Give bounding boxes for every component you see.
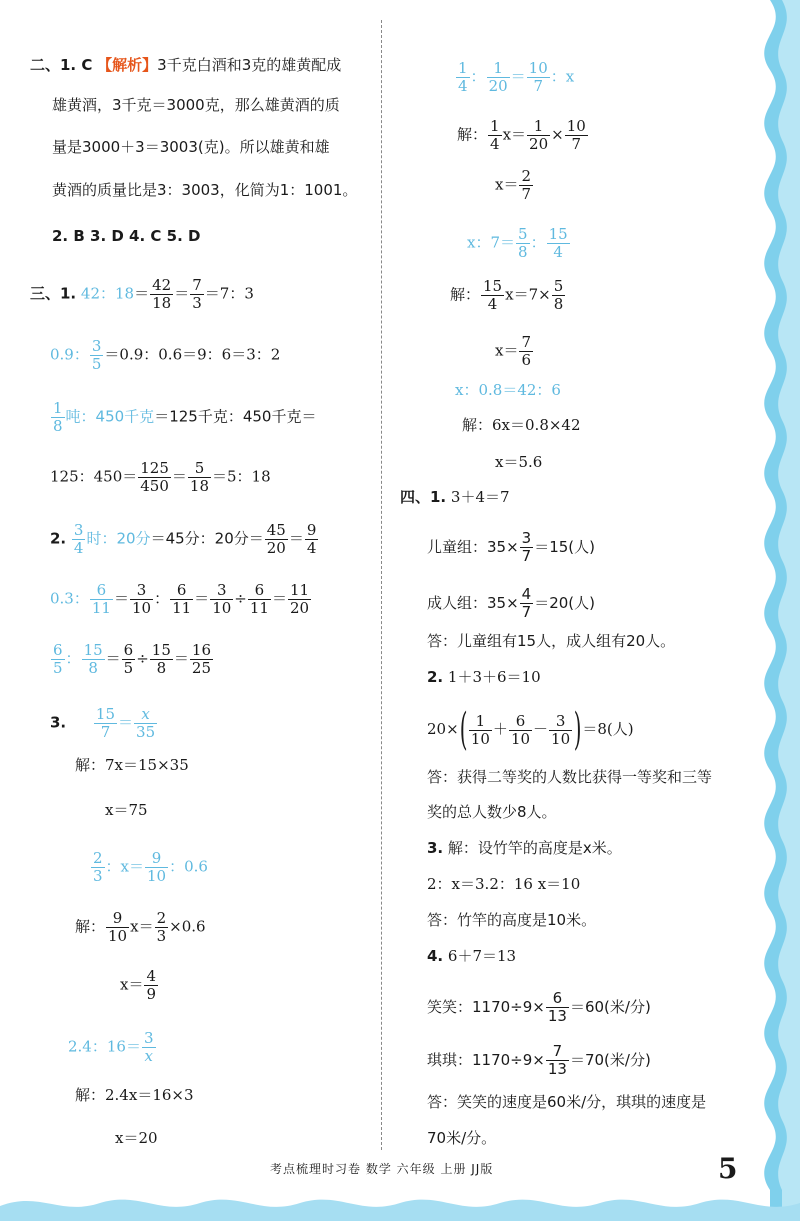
- s4-q3: [427, 838, 622, 858]
- s4-q4: [427, 946, 516, 966]
- s3-q2-b3: $\frac{6}{5}$ ： $\frac{15}{8}$ ＝ $\frac{6}{5}$ ÷ $\frac{15}{8}$ ＝ $\frac{16}{25}$: [53, 641, 211, 677]
- wavy-border-bottom: [0, 1181, 800, 1221]
- s4-q4-xiaoxiao: 笑笑：1170÷9× $\frac{6}{13}$ ＝60(米/分): [427, 989, 651, 1025]
- footer-text: 考点梳理时习卷 数学 六年级 上册 JJ版: [270, 1162, 494, 1176]
- fraction: $\frac{1}{20}$: [529, 117, 549, 153]
- fraction: $\frac{7}{13}$: [547, 1042, 567, 1078]
- fraction: $\frac{6}{5}$: [53, 641, 63, 677]
- s3-q3-c1-solution: 解：7x＝15×35: [75, 756, 189, 774]
- fraction: $\frac{x}{35}$: [136, 705, 156, 741]
- fraction: $\frac{7}{3}$: [192, 276, 202, 312]
- s3-q2-b2: 0.3： $\frac{6}{11}$ ＝ $\frac{3}{10}$ ： $\frac{6}{11}$ ＝ $\frac{3}{10}$ ÷ $\frac{6}{11}$ ＝ $\frac{11}{20}$: [50, 581, 310, 617]
- fraction: $\frac{3}{10}$: [131, 581, 152, 617]
- r3-question: x：0.8＝42：6: [455, 381, 561, 399]
- fraction: $\frac{15}{4}$: [548, 225, 568, 261]
- fraction: $\frac{6}{11}$: [91, 581, 111, 617]
- r2-answer: x＝ $\frac{7}{6}$: [495, 333, 532, 369]
- ratio-result: ＝5：18: [212, 467, 271, 486]
- fraction: $\frac{7}{6}$: [521, 333, 532, 369]
- s3-q2-b1: 2. $\frac{3}{4}$ 时：20分＝45分：20分＝ $\frac{45}{20}$ ＝ $\frac{9}{4}$: [50, 521, 317, 557]
- ratio-text: 125：450＝: [50, 467, 138, 486]
- fraction: $\frac{1}{10}$: [470, 711, 490, 748]
- r1-solution: 解： $\frac{1}{4}$ x＝ $\frac{1}{20}$ × $\frac{10}{7}$: [457, 117, 586, 153]
- s2-q1-line3: 量是3000＋3＝3003(克)。所以雄黄和雄: [52, 138, 330, 156]
- s4-q2-calc: 20×( $\frac{1}{10}$ ＋ $\frac{6}{10}$ － $\frac{3}{10}$ )＝8(人): [427, 704, 634, 755]
- column-divider: [381, 20, 382, 1150]
- s3-q1-a3: [50, 400, 316, 435]
- fraction: $\frac{11}{20}$: [289, 581, 310, 617]
- ratio-question: 42：18: [80, 284, 135, 303]
- fraction: $\frac{3}{7}$: [521, 529, 532, 565]
- fraction: $\frac{4}{7}$: [521, 585, 532, 621]
- s3-q3-num: 3.: [50, 713, 67, 732]
- r1-answer: x＝ $\frac{2}{7}$: [495, 167, 532, 203]
- analysis-tag: 【解析】: [97, 56, 158, 74]
- s3-q3-c3-answer: x＝20: [115, 1129, 158, 1147]
- s4-q1-answer: 答：儿童组有15人，成人组有20人。: [427, 632, 676, 650]
- fraction: $\frac{6}{11}$: [172, 581, 192, 617]
- s4-q2-num: 2.: [427, 668, 444, 686]
- fraction: $\frac{1}{8}$: [53, 399, 63, 435]
- s4-q1-eq: 3＋4＝7: [450, 488, 510, 506]
- fraction: $\frac{125}{450}$: [140, 459, 169, 495]
- fraction: $\frac{1}{20}$: [488, 59, 508, 95]
- s2-q1-line2: 雄黄酒，3千克＝3000克，那么雄黄酒的质: [52, 96, 340, 114]
- fraction: $\frac{9}{10}$: [108, 909, 128, 945]
- s3-q3-c2-solution: 解： $\frac{9}{10}$ x＝ $\frac{2}{3}$ ×0.6: [75, 909, 206, 945]
- ratio-result: ＝125千克：450千克＝: [154, 407, 317, 426]
- fraction: $\frac{42}{18}$: [152, 276, 172, 312]
- s3-q3-c1-answer: x＝75: [105, 801, 148, 819]
- s3-q1-num: 三、1.: [30, 284, 77, 303]
- s4-q2-answer-line1: 答：获得二等奖的人数比获得一等奖和三等: [427, 768, 713, 786]
- s4-q3-eq: 2：x＝3.2：16 x＝10: [427, 875, 581, 893]
- fraction: $\frac{6}{5}$: [123, 641, 134, 677]
- s3-q1-a2: [50, 338, 280, 373]
- fraction: $\frac{15}{7}$: [95, 705, 116, 741]
- s2-q1-num: 二、1. C: [30, 56, 93, 74]
- r3-answer: x＝5.6: [495, 453, 543, 471]
- fraction: $\frac{10}{7}$: [528, 59, 548, 95]
- ratio-question: 0.3：: [50, 589, 89, 608]
- r3-solution: 解：6x＝0.8×42: [462, 416, 581, 434]
- r2-question: x：7＝ $\frac{5}{8}$ ： $\frac{15}{4}$: [467, 225, 568, 261]
- fraction: $\frac{45}{20}$: [266, 521, 286, 557]
- fraction: $\frac{15}{8}$: [151, 641, 171, 677]
- s4-q2-answer-line2: 奖的总人数少8人。: [427, 803, 557, 821]
- fraction: $\frac{2}{3}$: [156, 909, 167, 945]
- page-number: 5: [718, 1152, 738, 1185]
- fraction: $\frac{5}{8}$: [553, 277, 564, 313]
- fraction: $\frac{15}{4}$: [483, 277, 503, 313]
- fraction: $\frac{6}{11}$: [249, 581, 269, 617]
- fraction: $\frac{6}{13}$: [547, 989, 567, 1025]
- fraction: $\frac{2}{3}$: [93, 849, 103, 885]
- fraction: $\frac{5}{8}$: [518, 225, 528, 261]
- s3-q1-a1: 三、1. 42：18＝ $\frac{42}{18}$ ＝ $\frac{7}{3}$ ＝7：3: [30, 276, 254, 312]
- s4-q3-num: 3.: [427, 839, 444, 857]
- fraction: $\frac{9}{4}$: [306, 521, 317, 557]
- ratio-result: ＝7：3: [204, 284, 254, 303]
- fraction: $\frac{1}{4}$: [490, 117, 500, 153]
- s4-q3-text: 解：设竹竿的高度是x米。: [447, 839, 622, 857]
- s4-q3-answer: 答：竹竿的高度是10米。: [427, 911, 597, 929]
- fraction: $\frac{5}{18}$: [189, 459, 210, 495]
- fraction: $\frac{15}{8}$: [83, 641, 103, 677]
- s3-q3-c1: 3. $\frac{15}{7}$ ＝ $\frac{x}{35}$: [50, 705, 156, 741]
- ratio-question: 时：20分: [86, 529, 151, 548]
- s2-q1-line1: 3千克白酒和3克的雄黄配成: [157, 56, 342, 74]
- s3-q3-c2-answer: x＝ $\frac{4}{9}$: [120, 967, 157, 1003]
- fraction: $\frac{6}{10}$: [510, 711, 531, 748]
- s3-q2-num: 2.: [50, 529, 67, 548]
- s4-q4-answer-line1: 答：笑笑的速度是60米/分，琪琪的速度是: [427, 1093, 707, 1111]
- s4-q1: [400, 487, 510, 507]
- s3-q3-c3-solution: 解：2.4x＝16×3: [75, 1086, 194, 1104]
- fraction: $\frac{3}{5}$: [91, 337, 102, 373]
- s3-q3-c2: $\frac{2}{3}$ ：x＝ $\frac{9}{10}$ ：0.6: [93, 849, 208, 885]
- fraction: $\frac{3}{10}$: [551, 711, 571, 748]
- fraction: $\frac{4}{9}$: [146, 967, 157, 1003]
- fraction: $\frac{2}{7}$: [521, 167, 532, 203]
- s2-q1: [30, 55, 341, 75]
- s4-q4-answer-line2: 70米/分。: [427, 1129, 497, 1147]
- fraction: $\frac{16}{25}$: [191, 641, 211, 677]
- fraction: $\frac{1}{4}$: [458, 59, 468, 95]
- ratio-text: ＝45分：20分＝: [150, 529, 264, 548]
- ratio-question: 0.9：: [50, 345, 89, 364]
- s4-q4-eq: 6＋7＝13: [447, 947, 517, 965]
- s2-q1-line4: 黄酒的质量比是3：3003，化简为1：1001。: [52, 181, 358, 199]
- r2-solution: 解： $\frac{15}{4}$ x＝7× $\frac{5}{8}$: [450, 277, 564, 313]
- r1-question: $\frac{1}{4}$ ： $\frac{1}{20}$ ＝ $\frac{10}{7}$ ：x: [458, 59, 575, 95]
- s4-q2-eq: 1＋3＋6＝10: [447, 668, 541, 686]
- fraction: $\frac{3}{4}$: [73, 521, 84, 557]
- s4-q2: [427, 667, 541, 687]
- s4-q4-qiqi: 琪琪：1170÷9× $\frac{7}{13}$ ＝70(米/分): [427, 1042, 651, 1078]
- s3-q1-a4: 125：450＝ $\frac{125}{450}$ ＝ $\frac{5}{18}$ ＝5：18: [50, 459, 271, 495]
- ratio-question: 吨：450千克: [65, 407, 155, 426]
- fraction: $\frac{3}{10}$: [212, 581, 232, 617]
- s3-q3-c3: 2.4：16＝ $\frac{3}{x}$: [68, 1029, 154, 1065]
- eq: ＝: [134, 284, 150, 303]
- s4-q4-num: 4.: [427, 947, 444, 965]
- s2-rest-answers: 2. B 3. D 4. C 5. D: [52, 227, 201, 245]
- fraction: $\frac{10}{7}$: [566, 117, 586, 153]
- fraction: $\frac{9}{10}$: [147, 849, 167, 885]
- s4-q1-adults: 成人组：35× $\frac{4}{7}$ ＝20(人): [427, 585, 595, 621]
- s4-q1-children: 儿童组：35× $\frac{3}{7}$ ＝15(人): [427, 529, 595, 565]
- ratio-result: ＝0.9：0.6＝9：6＝3：2: [104, 345, 281, 364]
- s4-q1-num: 四、1.: [400, 488, 447, 506]
- wavy-border-right: [740, 0, 800, 1221]
- fraction: $\frac{3}{x}$: [143, 1029, 154, 1065]
